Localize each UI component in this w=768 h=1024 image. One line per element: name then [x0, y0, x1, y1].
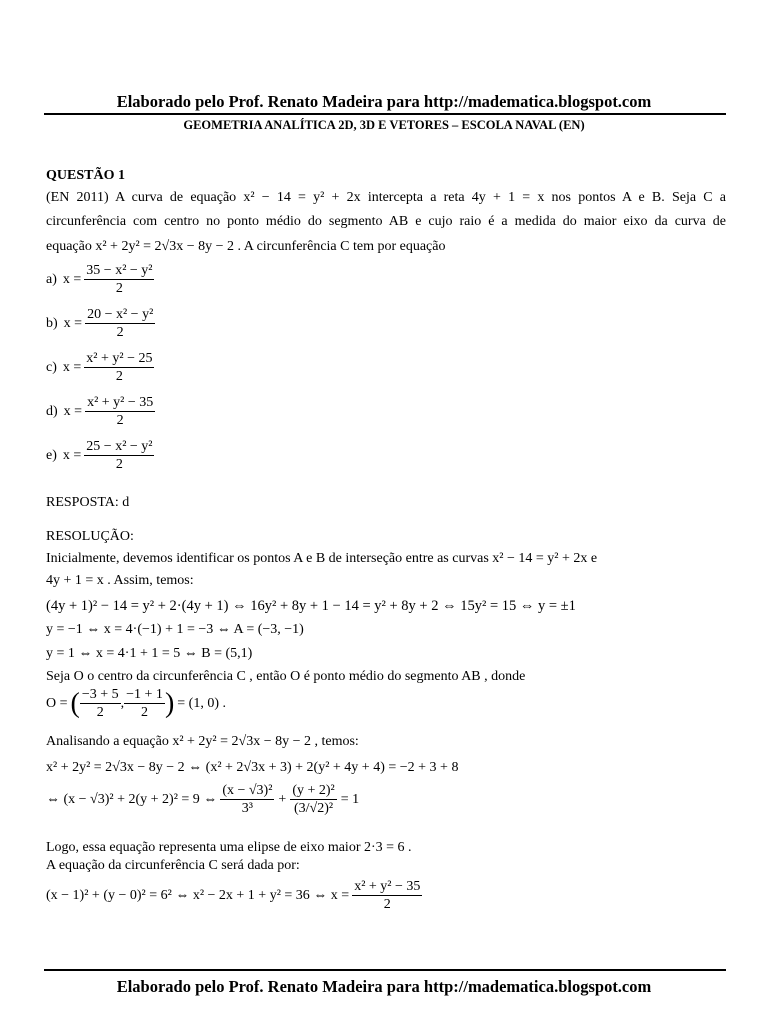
ellipse-fraction-y	[290, 782, 336, 817]
resolution-title: RESOLUÇÃO:	[46, 529, 134, 544]
resolution-line-10: A equação da circunferência C será dada por:	[46, 858, 300, 873]
circle-equation	[46, 878, 422, 913]
option-lhs: x =	[62, 271, 82, 287]
fraction-denominator: 2	[115, 281, 123, 296]
center-equation	[46, 686, 226, 721]
question-title: QUESTÃO 1	[46, 168, 125, 183]
option-label: b)	[46, 315, 58, 331]
fraction-denominator: 2	[141, 705, 149, 720]
page-header-subtitle: GEOMETRIA ANALÍTICA 2D, 3D E VETORES – ESCOLA NAVAL (EN)	[183, 118, 585, 132]
option-d	[46, 394, 155, 429]
fraction-numerator: x² + y² − 35	[354, 879, 421, 894]
option-lhs: x =	[63, 315, 83, 331]
option-label: e)	[46, 447, 57, 463]
fraction-denominator: 3³	[241, 801, 253, 816]
option-b	[46, 306, 155, 341]
fraction-numerator: 20 − x² − y²	[87, 307, 154, 322]
resolution-line-8: x² + 2y² = 2√3x − 8y − 2 ⇔ (x² + 2√3x + 3) + 2(y² + 4y + 4) = −2 + 3 + 8	[46, 760, 459, 775]
option-label: c)	[46, 359, 57, 375]
resolution-line-9: Logo, essa equação representa uma elipse de eixo maior 2·3 = 6 .	[46, 840, 412, 855]
option-e	[46, 438, 154, 473]
fraction-denominator: 2	[96, 705, 104, 720]
fraction-denominator: 2	[383, 897, 391, 912]
fraction-numerator: x² + y² − 35	[87, 395, 154, 410]
resolution-line-1: Inicialmente, devemos identificar os pontos A e B de interseção entre as curvas x² − 14 = y² + 2x e	[46, 551, 598, 566]
open-paren: (	[70, 687, 80, 719]
resolution-line-5: y = 1 ⇔ x = 4·1 + 1 = 5 ⇔ B = (5,1)	[46, 646, 253, 661]
option-fraction	[84, 350, 154, 385]
resolution-line-2: 4y + 1 = x . Assim, temos:	[46, 573, 194, 588]
option-c	[46, 350, 154, 385]
fraction-numerator: (y + 2)²	[292, 783, 335, 798]
fraction-numerator: 25 − x² − y²	[86, 439, 153, 454]
page-header-title: Elaborado pelo Prof. Renato Madeira para http://madematica.blogspot.com	[116, 92, 652, 111]
fraction-numerator: −3 + 5	[81, 687, 119, 702]
circle-lhs: (x − 1)² + (y − 0)² = 6² ⇔ x² − 2x + 1 + y² = 36 ⇔ x =	[46, 887, 350, 903]
fraction-numerator: (x − √3)²	[222, 783, 273, 798]
comma: ,	[120, 695, 125, 711]
ellipse-left: ⇔ (x − √3)² + 2(y + 2)² = 9 ⇔	[46, 791, 218, 807]
option-label: a)	[46, 271, 57, 287]
header-divider	[44, 113, 726, 115]
option-lhs: x =	[62, 447, 82, 463]
question-statement-line-3: equação x² + 2y² = 2√3x − 8y − 2 . A circunferência C tem por equação	[46, 239, 446, 254]
resolution-line-4: y = −1 ⇔ x = 4·(−1) + 1 = −3 ⇔ A = (−3, −1)	[46, 622, 304, 637]
option-fraction	[84, 438, 154, 473]
option-lhs: x =	[62, 359, 82, 375]
fraction-numerator: x² + y² − 25	[86, 351, 153, 366]
fraction-denominator: 2	[116, 413, 124, 428]
option-fraction	[85, 306, 155, 341]
footer-divider	[44, 969, 726, 971]
fraction-denominator: 2	[115, 457, 123, 472]
fraction-numerator: 35 − x² − y²	[86, 263, 153, 278]
resolution-line-3: (4y + 1)² − 14 = y² + 2·(4y + 1) ⇔ 16y² + 8y + 1 − 14 = y² + 8y + 2 ⇔ 15y² = 15 ⇔ y = ±1	[46, 598, 576, 614]
page-footer-title: Elaborado pelo Prof. Renato Madeira para http://madematica.blogspot.com	[116, 977, 652, 996]
resolution-line-6: Seja O o centro da circunferência C , então O é ponto médio do segmento AB , donde	[46, 669, 526, 684]
plus-sign: +	[278, 791, 287, 807]
resolution-line-7: Analisando a equação x² + 2y² = 2√3x − 8y − 2 , temos:	[46, 734, 359, 749]
fraction-denominator: 2	[115, 369, 123, 384]
circle-fraction	[352, 878, 422, 913]
option-label: d)	[46, 403, 58, 419]
ellipse-fraction-x	[220, 782, 274, 817]
option-fraction	[84, 262, 154, 297]
close-paren: )	[164, 687, 175, 719]
fraction-numerator: −1 + 1	[126, 687, 163, 702]
fraction-denominator: 2	[116, 325, 124, 340]
question-statement-line-2: circunferência com centro no ponto médio do segmento AB e cujo raio é a medida do maior eixo da curva de	[46, 214, 726, 229]
fraction-denominator: (3/√2)²	[293, 801, 334, 816]
answer-text: RESPOSTA: d	[46, 495, 130, 510]
center-fraction-x	[80, 686, 121, 721]
center-fraction-y	[124, 686, 165, 721]
center-lhs: O =	[46, 695, 68, 711]
ellipse-rhs: = 1	[340, 791, 360, 807]
question-statement-line-1: (EN 2011) A curva de equação x² − 14 = y² + 2x intercepta a reta 4y + 1 = x nos pontos A e B. Seja C a	[46, 190, 726, 205]
center-rhs: = (1, 0) .	[177, 695, 226, 711]
option-a	[46, 262, 154, 297]
option-fraction	[85, 394, 155, 429]
ellipse-equation	[46, 782, 359, 817]
option-lhs: x =	[63, 403, 83, 419]
